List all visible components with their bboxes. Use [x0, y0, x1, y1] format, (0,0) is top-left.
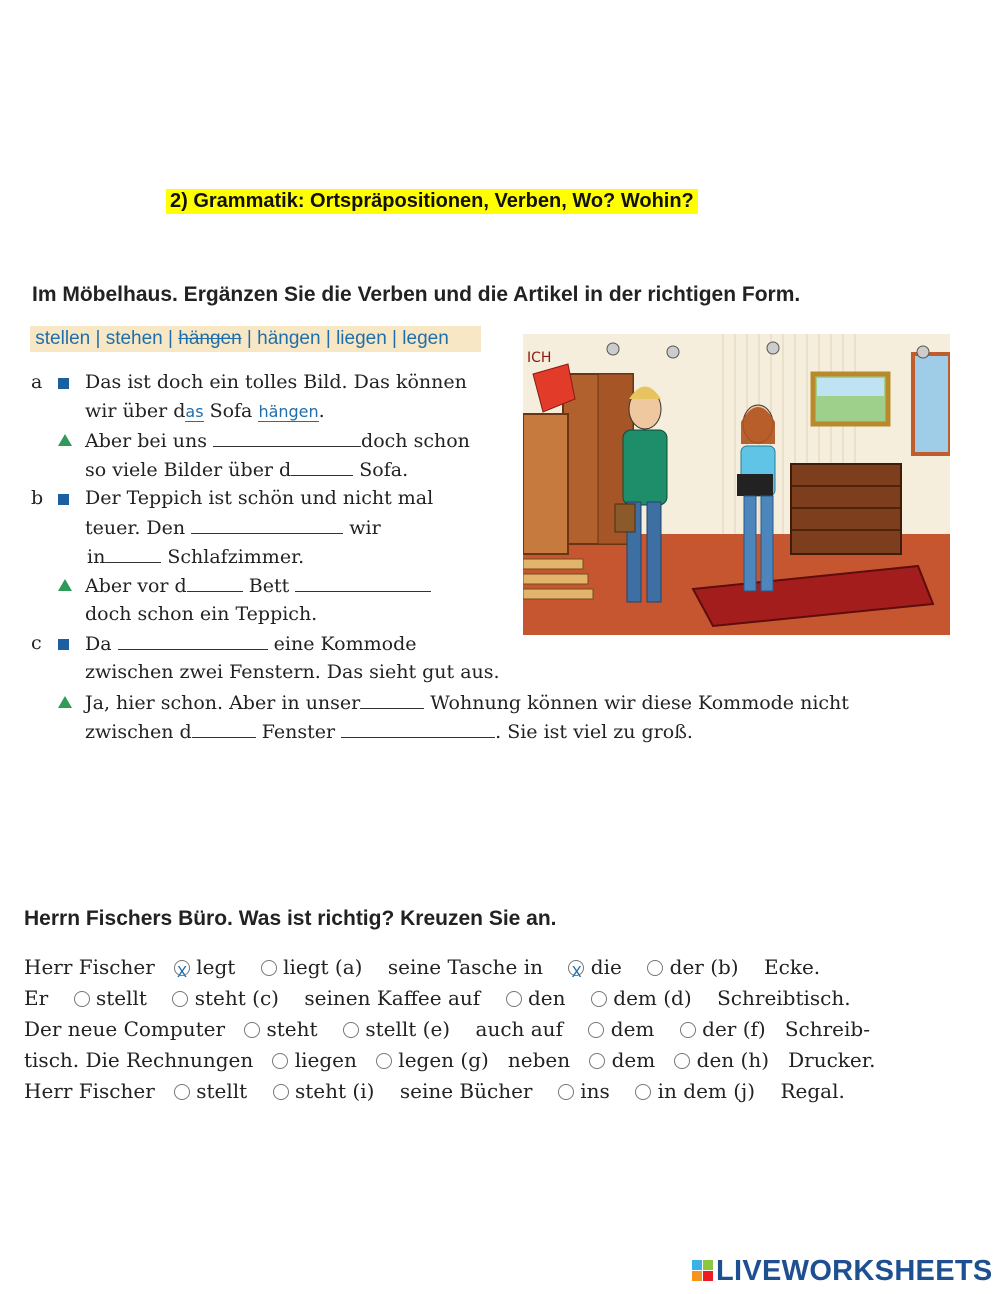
- verb-item: stellen: [35, 328, 91, 349]
- question-line: tisch. Die Rechnungen liegen legen (g) neben dem den (h) Drucker.: [24, 1048, 876, 1072]
- question-line: Er stellt steht (c) seinen Kaffee auf den dem (d) Schreibtisch.: [24, 986, 851, 1010]
- radio-option[interactable]: [588, 1022, 604, 1038]
- square-marker: [58, 378, 69, 389]
- filled-answer[interactable]: hängen: [258, 402, 319, 421]
- radio-option[interactable]: [589, 1053, 605, 1069]
- dialog-line: Aber vor d Bett: [85, 571, 431, 601]
- answer-blank[interactable]: [295, 571, 431, 592]
- dialog-line: zwischen d Fenster . Sie ist viel zu groß.: [85, 717, 693, 747]
- verb-item: hängen: [257, 328, 321, 349]
- answer-blank[interactable]: [118, 629, 268, 650]
- triangle-marker: [58, 434, 72, 446]
- question-line: Der neue Computer steht stellt (e) auch auf dem der (f) Schreib-: [24, 1017, 870, 1041]
- item-label-c: c: [31, 632, 42, 654]
- radio-option[interactable]: [261, 960, 277, 976]
- worksheet-title: 2) Grammatik: Ortspräpositionen, Verben, Wo? Wohin?: [166, 189, 698, 214]
- radio-option[interactable]: [591, 991, 607, 1007]
- answer-blank[interactable]: [192, 717, 256, 738]
- answer-blank[interactable]: [213, 426, 361, 447]
- answer-blank[interactable]: [191, 513, 343, 534]
- radio-option[interactable]: [74, 991, 90, 1007]
- dialog-line: wir über das Sofa hängen.: [85, 400, 325, 422]
- square-marker: [58, 494, 69, 505]
- radio-option[interactable]: [568, 960, 584, 976]
- liveworksheets-logo: LIVEWORKSHEETS: [692, 1255, 993, 1288]
- radio-option[interactable]: [272, 1053, 288, 1069]
- item-label-b: b: [31, 487, 44, 509]
- answer-blank[interactable]: [291, 455, 353, 476]
- dialog-line: so viele Bilder über d Sofa.: [85, 455, 408, 485]
- square-marker: [58, 639, 69, 650]
- answer-blank[interactable]: [341, 717, 495, 738]
- dialog-line: Aber bei uns doch schon: [85, 426, 470, 456]
- answer-blank[interactable]: [187, 571, 243, 592]
- verb-item-used: hängen: [178, 328, 242, 349]
- sign-text: ICH: [527, 350, 552, 366]
- dialog-line: Das ist doch ein tolles Bild. Das können: [85, 371, 467, 393]
- exercise1-heading: Im Möbelhaus. Ergänzen Sie die Verben und die Artikel in der richtigen Form.: [32, 283, 801, 306]
- radio-option[interactable]: [635, 1084, 651, 1100]
- dialog-line: Da eine Kommode: [85, 629, 417, 659]
- furniture-store-illustration: [523, 334, 950, 635]
- radio-option[interactable]: [174, 1084, 190, 1100]
- verb-item: stehen: [105, 328, 163, 349]
- triangle-marker: [58, 579, 72, 591]
- exercise2-heading: Herrn Fischers Büro. Was ist richtig? Kreuzen Sie an.: [24, 907, 557, 930]
- dialog-line: teuer. Den wir: [85, 513, 381, 543]
- verb-item: legen: [402, 328, 449, 349]
- radio-option[interactable]: [376, 1053, 392, 1069]
- dialog-line: doch schon ein Teppich.: [85, 603, 318, 625]
- triangle-marker: [58, 696, 72, 708]
- radio-option[interactable]: [647, 960, 663, 976]
- radio-option[interactable]: [674, 1053, 690, 1069]
- radio-option[interactable]: [680, 1022, 696, 1038]
- radio-option[interactable]: [244, 1022, 260, 1038]
- radio-option[interactable]: [558, 1084, 574, 1100]
- verb-list: stellen | stehen | hängen | hängen | liegen | legen: [30, 326, 481, 352]
- radio-option[interactable]: [172, 991, 188, 1007]
- dialog-line: Der Teppich ist schön und nicht mal: [85, 487, 434, 509]
- filled-answer[interactable]: as: [185, 402, 204, 421]
- answer-blank[interactable]: [360, 688, 424, 709]
- question-line: Herr Fischer stellt steht (i) seine Bücher ins in dem (j) Regal.: [24, 1079, 845, 1103]
- radio-option[interactable]: [174, 960, 190, 976]
- dialog-line: in Schlafzimmer.: [87, 542, 304, 572]
- dialog-line: zwischen zwei Fenstern. Das sieht gut aus.: [85, 661, 500, 683]
- question-line: Herr Fischer X legt liegt (a) seine Tasche in X die der (b) Ecke.: [24, 952, 820, 983]
- verb-item: liegen: [336, 328, 387, 349]
- answer-blank[interactable]: [105, 542, 161, 563]
- dialog-line: Ja, hier schon. Aber in unser Wohnung können wir diese Kommode nicht: [85, 688, 849, 718]
- logo-icon: [692, 1260, 714, 1282]
- radio-option[interactable]: [343, 1022, 359, 1038]
- radio-option[interactable]: [273, 1084, 289, 1100]
- radio-option[interactable]: [506, 991, 522, 1007]
- item-label-a: a: [31, 371, 43, 393]
